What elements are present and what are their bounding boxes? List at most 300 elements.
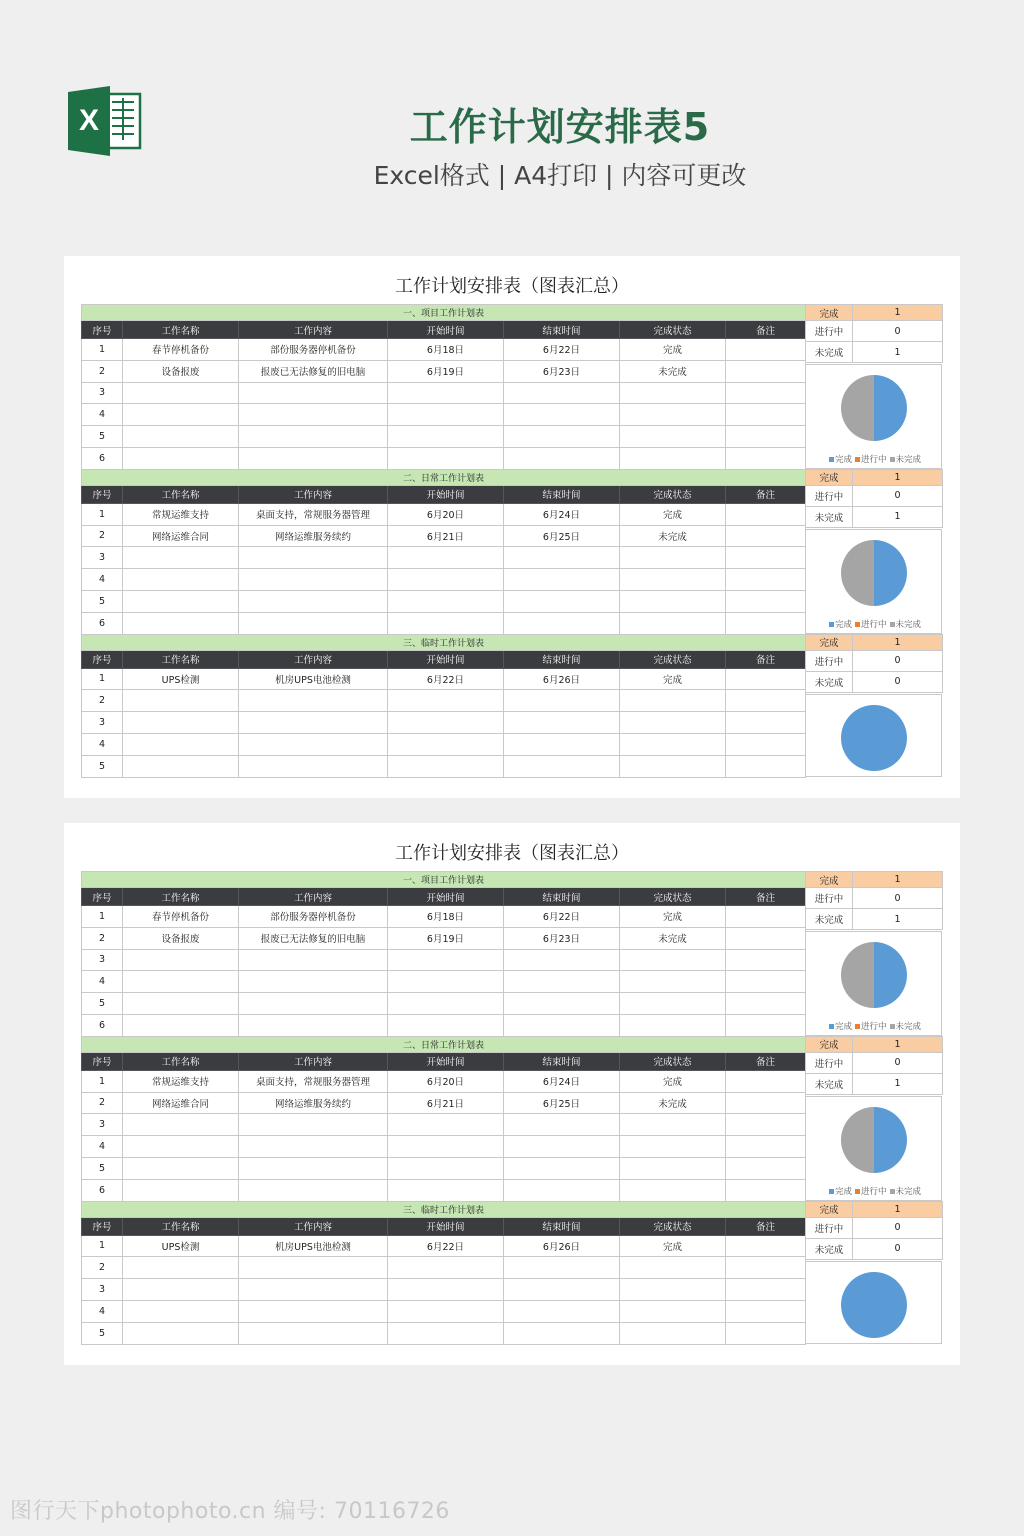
table-cell[interactable]: [726, 949, 806, 971]
table-cell[interactable]: [504, 1157, 620, 1179]
table-cell[interactable]: [726, 1300, 806, 1322]
table-cell[interactable]: 6: [82, 447, 123, 469]
table-cell[interactable]: [726, 1092, 806, 1114]
table-cell[interactable]: 4: [82, 733, 123, 755]
table-cell[interactable]: 6月19日: [388, 927, 504, 949]
table-cell[interactable]: [239, 569, 388, 591]
table-cell[interactable]: 3: [82, 1279, 123, 1301]
table-cell[interactable]: [388, 1014, 504, 1036]
table-cell[interactable]: [239, 755, 388, 777]
table-cell[interactable]: [726, 712, 806, 734]
table-cell[interactable]: 完成: [620, 1235, 726, 1257]
section-title: 一、项目工作计划表: [82, 305, 806, 321]
column-header: 序号: [82, 1052, 123, 1070]
table-cell[interactable]: 完成: [620, 339, 726, 361]
table-cell[interactable]: [123, 1257, 239, 1279]
table-cell[interactable]: 6: [82, 612, 123, 634]
table-cell[interactable]: 6月23日: [504, 360, 620, 382]
table-cell[interactable]: [504, 733, 620, 755]
table-cell[interactable]: [239, 949, 388, 971]
table-cell[interactable]: [726, 1235, 806, 1257]
table-cell[interactable]: [620, 1114, 726, 1136]
table-cell[interactable]: [620, 590, 726, 612]
table-row: [82, 590, 806, 612]
table-cell[interactable]: [620, 1157, 726, 1179]
table-cell[interactable]: [504, 590, 620, 612]
table-cell[interactable]: [726, 1014, 806, 1036]
table-cell[interactable]: [504, 1322, 620, 1344]
table-cell[interactable]: 报废已无法修复的旧电脑: [239, 927, 388, 949]
table-cell[interactable]: [504, 1179, 620, 1201]
table-cell[interactable]: [388, 612, 504, 634]
table-cell[interactable]: [726, 927, 806, 949]
table-row: [82, 525, 806, 547]
table-cell[interactable]: 4: [82, 971, 123, 993]
table-cell[interactable]: [388, 690, 504, 712]
table-cell[interactable]: [123, 590, 239, 612]
table-cell[interactable]: 5: [82, 590, 123, 612]
summary-label: 进行中: [806, 650, 853, 671]
table-cell[interactable]: [726, 906, 806, 928]
summary-value[interactable]: 0: [853, 1052, 943, 1073]
table-cell[interactable]: 3: [82, 547, 123, 569]
table-row: [82, 503, 806, 525]
table-cell[interactable]: UPS检测: [123, 1235, 239, 1257]
summary-label: 未完成: [806, 671, 853, 692]
table-cell[interactable]: 2: [82, 927, 123, 949]
table-cell[interactable]: [504, 993, 620, 1015]
table-row: [82, 927, 806, 949]
summary-value[interactable]: 1: [853, 1036, 943, 1052]
table-cell[interactable]: [123, 1157, 239, 1179]
table-cell[interactable]: 6月26日: [504, 1235, 620, 1257]
table-cell[interactable]: [123, 1114, 239, 1136]
table-cell[interactable]: [388, 382, 504, 404]
table-cell[interactable]: [726, 360, 806, 382]
summary-row: [806, 634, 943, 650]
table-cell[interactable]: 4: [82, 1136, 123, 1158]
summary-value[interactable]: 1: [853, 1201, 943, 1217]
table-cell[interactable]: [123, 1014, 239, 1036]
table-cell[interactable]: [726, 382, 806, 404]
table-cell[interactable]: 6月19日: [388, 360, 504, 382]
table-cell[interactable]: [239, 447, 388, 469]
table-cell[interactable]: [123, 733, 239, 755]
table-cell[interactable]: 2: [82, 1092, 123, 1114]
table-cell[interactable]: [123, 1179, 239, 1201]
table-cell[interactable]: 完成: [620, 668, 726, 690]
table-cell[interactable]: 4: [82, 1300, 123, 1322]
table-cell[interactable]: [726, 339, 806, 361]
table-cell[interactable]: [504, 612, 620, 634]
table-cell[interactable]: [239, 1157, 388, 1179]
table-cell[interactable]: 5: [82, 426, 123, 448]
pie-slice-done: [841, 1272, 907, 1338]
table-cell[interactable]: [620, 755, 726, 777]
table-cell[interactable]: 常规运维支持: [123, 1070, 239, 1092]
table-cell[interactable]: [726, 612, 806, 634]
table-cell[interactable]: 网络运维合同: [123, 1092, 239, 1114]
table-cell[interactable]: 6: [82, 1179, 123, 1201]
status-summary: [805, 304, 943, 363]
table-cell[interactable]: [123, 382, 239, 404]
table-cell[interactable]: [726, 971, 806, 993]
table-cell[interactable]: [504, 382, 620, 404]
table-cell[interactable]: 3: [82, 949, 123, 971]
table-cell[interactable]: [388, 993, 504, 1015]
table-cell[interactable]: 机房UPS电池检测: [239, 668, 388, 690]
table-cell[interactable]: [504, 1136, 620, 1158]
table-row: [82, 1092, 806, 1114]
table-cell[interactable]: 6月22日: [388, 1235, 504, 1257]
table-cell[interactable]: [388, 426, 504, 448]
summary-value[interactable]: 1: [853, 342, 943, 363]
table-cell[interactable]: [123, 426, 239, 448]
table-cell[interactable]: [388, 1300, 504, 1322]
table-cell[interactable]: [620, 426, 726, 448]
table-cell[interactable]: 6月20日: [388, 503, 504, 525]
status-pie-chart: [805, 931, 942, 1036]
table-cell[interactable]: [388, 712, 504, 734]
table-cell[interactable]: 未完成: [620, 1092, 726, 1114]
table-cell[interactable]: [620, 971, 726, 993]
table-cell[interactable]: 部份服务器停机备份: [239, 906, 388, 928]
table-cell[interactable]: 6月21日: [388, 525, 504, 547]
table-cell[interactable]: 1: [82, 339, 123, 361]
table-cell[interactable]: 机房UPS电池检测: [239, 1235, 388, 1257]
table-cell[interactable]: [620, 1179, 726, 1201]
table-cell[interactable]: [726, 525, 806, 547]
table-cell[interactable]: [620, 949, 726, 971]
table-cell[interactable]: 网络运维服务续约: [239, 1092, 388, 1114]
table-cell[interactable]: [123, 1300, 239, 1322]
table-cell[interactable]: [388, 547, 504, 569]
table-cell[interactable]: [620, 690, 726, 712]
table-row: [82, 1257, 806, 1279]
summary-value[interactable]: 1: [853, 909, 943, 930]
table-cell[interactable]: [388, 1322, 504, 1344]
table-cell[interactable]: [620, 733, 726, 755]
table-cell[interactable]: [239, 1136, 388, 1158]
table-cell[interactable]: [239, 733, 388, 755]
section-title-row: [82, 1036, 806, 1052]
table-cell[interactable]: [388, 755, 504, 777]
table-cell[interactable]: 春节停机备份: [123, 339, 239, 361]
table-cell[interactable]: [123, 712, 239, 734]
summary-label: 进行中: [806, 485, 853, 506]
table-row: [82, 426, 806, 448]
table-cell[interactable]: [504, 1114, 620, 1136]
summary-value[interactable]: 1: [853, 305, 943, 321]
column-header: 序号: [82, 1217, 123, 1235]
table-cell[interactable]: 6月22日: [504, 339, 620, 361]
table-cell[interactable]: [620, 547, 726, 569]
table-cell[interactable]: 6月22日: [504, 906, 620, 928]
table-cell[interactable]: [239, 1014, 388, 1036]
table-cell[interactable]: 2: [82, 1257, 123, 1279]
legend-label: 完成: [834, 1186, 852, 1197]
table-cell[interactable]: 2: [82, 360, 123, 382]
table-cell[interactable]: [726, 447, 806, 469]
column-header: 完成状态: [620, 485, 726, 503]
summary-value[interactable]: 1: [853, 872, 943, 888]
table-cell[interactable]: 6月21日: [388, 1092, 504, 1114]
table-cell[interactable]: 报废已无法修复的旧电脑: [239, 360, 388, 382]
table-cell[interactable]: [388, 1257, 504, 1279]
summary-row: [806, 305, 943, 321]
table-row: [82, 1136, 806, 1158]
table-cell[interactable]: [620, 447, 726, 469]
summary-label: 未完成: [806, 909, 853, 930]
table-cell[interactable]: [123, 949, 239, 971]
column-header: 完成状态: [620, 650, 726, 668]
table-cell[interactable]: [239, 426, 388, 448]
table-cell[interactable]: [726, 733, 806, 755]
summary-value[interactable]: 0: [853, 485, 943, 506]
summary-value[interactable]: 1: [853, 506, 943, 527]
table-cell[interactable]: [726, 690, 806, 712]
table-cell[interactable]: 未完成: [620, 360, 726, 382]
table-cell[interactable]: [504, 1279, 620, 1301]
table-cell[interactable]: [726, 668, 806, 690]
table-cell[interactable]: [123, 690, 239, 712]
column-header: 工作内容: [239, 888, 388, 906]
table-cell[interactable]: [504, 447, 620, 469]
summary-value[interactable]: 0: [853, 671, 943, 692]
table-cell[interactable]: [726, 1136, 806, 1158]
table-cell[interactable]: 部份服务器停机备份: [239, 339, 388, 361]
table-cell[interactable]: 6月25日: [504, 1092, 620, 1114]
table-cell[interactable]: [726, 1070, 806, 1092]
summary-value[interactable]: 0: [853, 1217, 943, 1238]
table-cell[interactable]: [726, 503, 806, 525]
table-cell[interactable]: [388, 447, 504, 469]
table-cell[interactable]: [239, 993, 388, 1015]
table-cell[interactable]: 未完成: [620, 927, 726, 949]
pie-legend: [806, 453, 941, 465]
table-cell[interactable]: [239, 1179, 388, 1201]
table-cell[interactable]: [388, 1279, 504, 1301]
table-cell[interactable]: 6月25日: [504, 525, 620, 547]
table-cell[interactable]: [504, 1257, 620, 1279]
table-cell[interactable]: 设备报废: [123, 927, 239, 949]
pie-slice-done: [841, 705, 907, 771]
table-cell[interactable]: 2: [82, 525, 123, 547]
table-cell[interactable]: 完成: [620, 1070, 726, 1092]
table-cell[interactable]: [123, 1136, 239, 1158]
table-cell[interactable]: [388, 949, 504, 971]
table-cell[interactable]: 4: [82, 569, 123, 591]
table-cell[interactable]: [504, 712, 620, 734]
summary-value[interactable]: 1: [853, 634, 943, 650]
table-cell[interactable]: [726, 569, 806, 591]
table-cell[interactable]: [239, 382, 388, 404]
table-cell[interactable]: [504, 547, 620, 569]
table-cell[interactable]: [239, 612, 388, 634]
table-cell[interactable]: [504, 971, 620, 993]
summary-row: [806, 1052, 943, 1073]
table-cell[interactable]: 1: [82, 668, 123, 690]
pie-slice-not-done: [841, 375, 874, 441]
table-cell[interactable]: [726, 590, 806, 612]
table-cell[interactable]: 5: [82, 1322, 123, 1344]
table-cell[interactable]: [388, 1136, 504, 1158]
table-row: [82, 733, 806, 755]
table-cell[interactable]: [123, 547, 239, 569]
table-cell[interactable]: [123, 569, 239, 591]
summary-value[interactable]: 0: [853, 650, 943, 671]
table-cell[interactable]: [726, 755, 806, 777]
table-cell[interactable]: [239, 1257, 388, 1279]
table-cell[interactable]: 完成: [620, 906, 726, 928]
status-pie-chart: [805, 529, 942, 634]
table-cell[interactable]: [726, 1179, 806, 1201]
table-cell[interactable]: [726, 1257, 806, 1279]
table-cell[interactable]: [620, 1257, 726, 1279]
table-cell[interactable]: [726, 1322, 806, 1344]
table-cell[interactable]: [504, 949, 620, 971]
table-cell[interactable]: [620, 1014, 726, 1036]
table-cell[interactable]: [504, 1300, 620, 1322]
pie-chart: [839, 373, 909, 443]
table-cell[interactable]: [620, 712, 726, 734]
table-cell[interactable]: [620, 404, 726, 426]
table-cell[interactable]: [620, 993, 726, 1015]
table-cell[interactable]: 6月24日: [504, 503, 620, 525]
status-summary: [805, 634, 943, 693]
table-cell[interactable]: 6: [82, 1014, 123, 1036]
table-cell[interactable]: [239, 1279, 388, 1301]
table-cell[interactable]: [239, 712, 388, 734]
table-cell[interactable]: 1: [82, 906, 123, 928]
column-header-row: [82, 1052, 806, 1070]
table-cell[interactable]: [726, 993, 806, 1015]
summary-value[interactable]: 0: [853, 321, 943, 342]
table-cell[interactable]: [388, 404, 504, 426]
table-cell[interactable]: [388, 1114, 504, 1136]
table-cell[interactable]: 3: [82, 1114, 123, 1136]
table-cell[interactable]: [726, 404, 806, 426]
table-row: [82, 360, 806, 382]
table-cell[interactable]: [239, 1322, 388, 1344]
table-cell[interactable]: [620, 1136, 726, 1158]
table-cell[interactable]: 2: [82, 690, 123, 712]
table-cell[interactable]: [620, 1300, 726, 1322]
table-cell[interactable]: 6月26日: [504, 668, 620, 690]
summary-value[interactable]: 1: [853, 1073, 943, 1094]
table-cell[interactable]: 6月18日: [388, 906, 504, 928]
table-cell[interactable]: [123, 971, 239, 993]
table-cell[interactable]: 4: [82, 404, 123, 426]
table-cell[interactable]: 常规运维支持: [123, 503, 239, 525]
table-cell[interactable]: [388, 1179, 504, 1201]
summary-value[interactable]: 1: [853, 469, 943, 485]
section-title-row: [82, 1201, 806, 1217]
summary-value[interactable]: 0: [853, 1238, 943, 1259]
column-header-row: [82, 888, 806, 906]
table-cell[interactable]: UPS检测: [123, 668, 239, 690]
table-cell[interactable]: [504, 755, 620, 777]
table-cell[interactable]: [620, 612, 726, 634]
table-cell[interactable]: [123, 1279, 239, 1301]
table-cell[interactable]: 6月23日: [504, 927, 620, 949]
table-cell[interactable]: [620, 382, 726, 404]
table-cell[interactable]: [123, 755, 239, 777]
column-header: 备注: [726, 321, 806, 339]
table-cell[interactable]: 桌面支持，常规服务器管理: [239, 1070, 388, 1092]
table-cell[interactable]: [239, 1300, 388, 1322]
column-header: 开始时间: [388, 485, 504, 503]
table-cell[interactable]: [123, 993, 239, 1015]
table-cell[interactable]: 桌面支持，常规服务器管理: [239, 503, 388, 525]
table-cell[interactable]: 未完成: [620, 525, 726, 547]
table-cell[interactable]: [239, 590, 388, 612]
table-cell[interactable]: [620, 569, 726, 591]
table-cell[interactable]: 设备报废: [123, 360, 239, 382]
table-cell[interactable]: [388, 590, 504, 612]
table-cell[interactable]: [620, 1279, 726, 1301]
table-cell[interactable]: 5: [82, 1157, 123, 1179]
summary-value[interactable]: 0: [853, 888, 943, 909]
table-cell[interactable]: [239, 547, 388, 569]
table-cell[interactable]: 完成: [620, 503, 726, 525]
table-cell[interactable]: 网络运维服务续约: [239, 525, 388, 547]
table-cell[interactable]: 6月22日: [388, 668, 504, 690]
table-cell[interactable]: 5: [82, 755, 123, 777]
table-cell[interactable]: 1: [82, 1070, 123, 1092]
table-cell[interactable]: 3: [82, 382, 123, 404]
table-cell[interactable]: [504, 569, 620, 591]
table-cell[interactable]: 1: [82, 503, 123, 525]
table-cell[interactable]: [388, 733, 504, 755]
table-cell[interactable]: [726, 1279, 806, 1301]
table-cell[interactable]: [388, 569, 504, 591]
table-cell[interactable]: [726, 1157, 806, 1179]
table-cell[interactable]: [726, 547, 806, 569]
table-cell[interactable]: [123, 447, 239, 469]
table-cell[interactable]: 3: [82, 712, 123, 734]
summary-row: [806, 872, 943, 888]
table-cell[interactable]: 网络运维合同: [123, 525, 239, 547]
table-cell[interactable]: [239, 971, 388, 993]
table-cell[interactable]: 6月20日: [388, 1070, 504, 1092]
legend-swatch: [855, 1189, 860, 1194]
table-cell[interactable]: [504, 404, 620, 426]
table-cell[interactable]: [388, 1157, 504, 1179]
pie-legend: [806, 1020, 941, 1032]
table-cell[interactable]: [504, 1014, 620, 1036]
table-cell[interactable]: [239, 1114, 388, 1136]
table-cell[interactable]: [239, 404, 388, 426]
table-cell[interactable]: 6月18日: [388, 339, 504, 361]
table-cell[interactable]: 1: [82, 1235, 123, 1257]
table-cell[interactable]: [504, 426, 620, 448]
table-cell[interactable]: 5: [82, 993, 123, 1015]
table-cell[interactable]: [239, 690, 388, 712]
table-cell[interactable]: [726, 1114, 806, 1136]
table-cell[interactable]: [620, 1322, 726, 1344]
table-cell[interactable]: [504, 690, 620, 712]
table-cell[interactable]: 春节停机备份: [123, 906, 239, 928]
table-cell[interactable]: [123, 404, 239, 426]
pie-slice-done: [874, 375, 907, 441]
table-cell[interactable]: [123, 1322, 239, 1344]
table-cell[interactable]: [123, 612, 239, 634]
legend-label: 进行中: [860, 454, 887, 465]
table-cell[interactable]: 6月24日: [504, 1070, 620, 1092]
table-cell[interactable]: [388, 971, 504, 993]
table-cell[interactable]: [726, 426, 806, 448]
